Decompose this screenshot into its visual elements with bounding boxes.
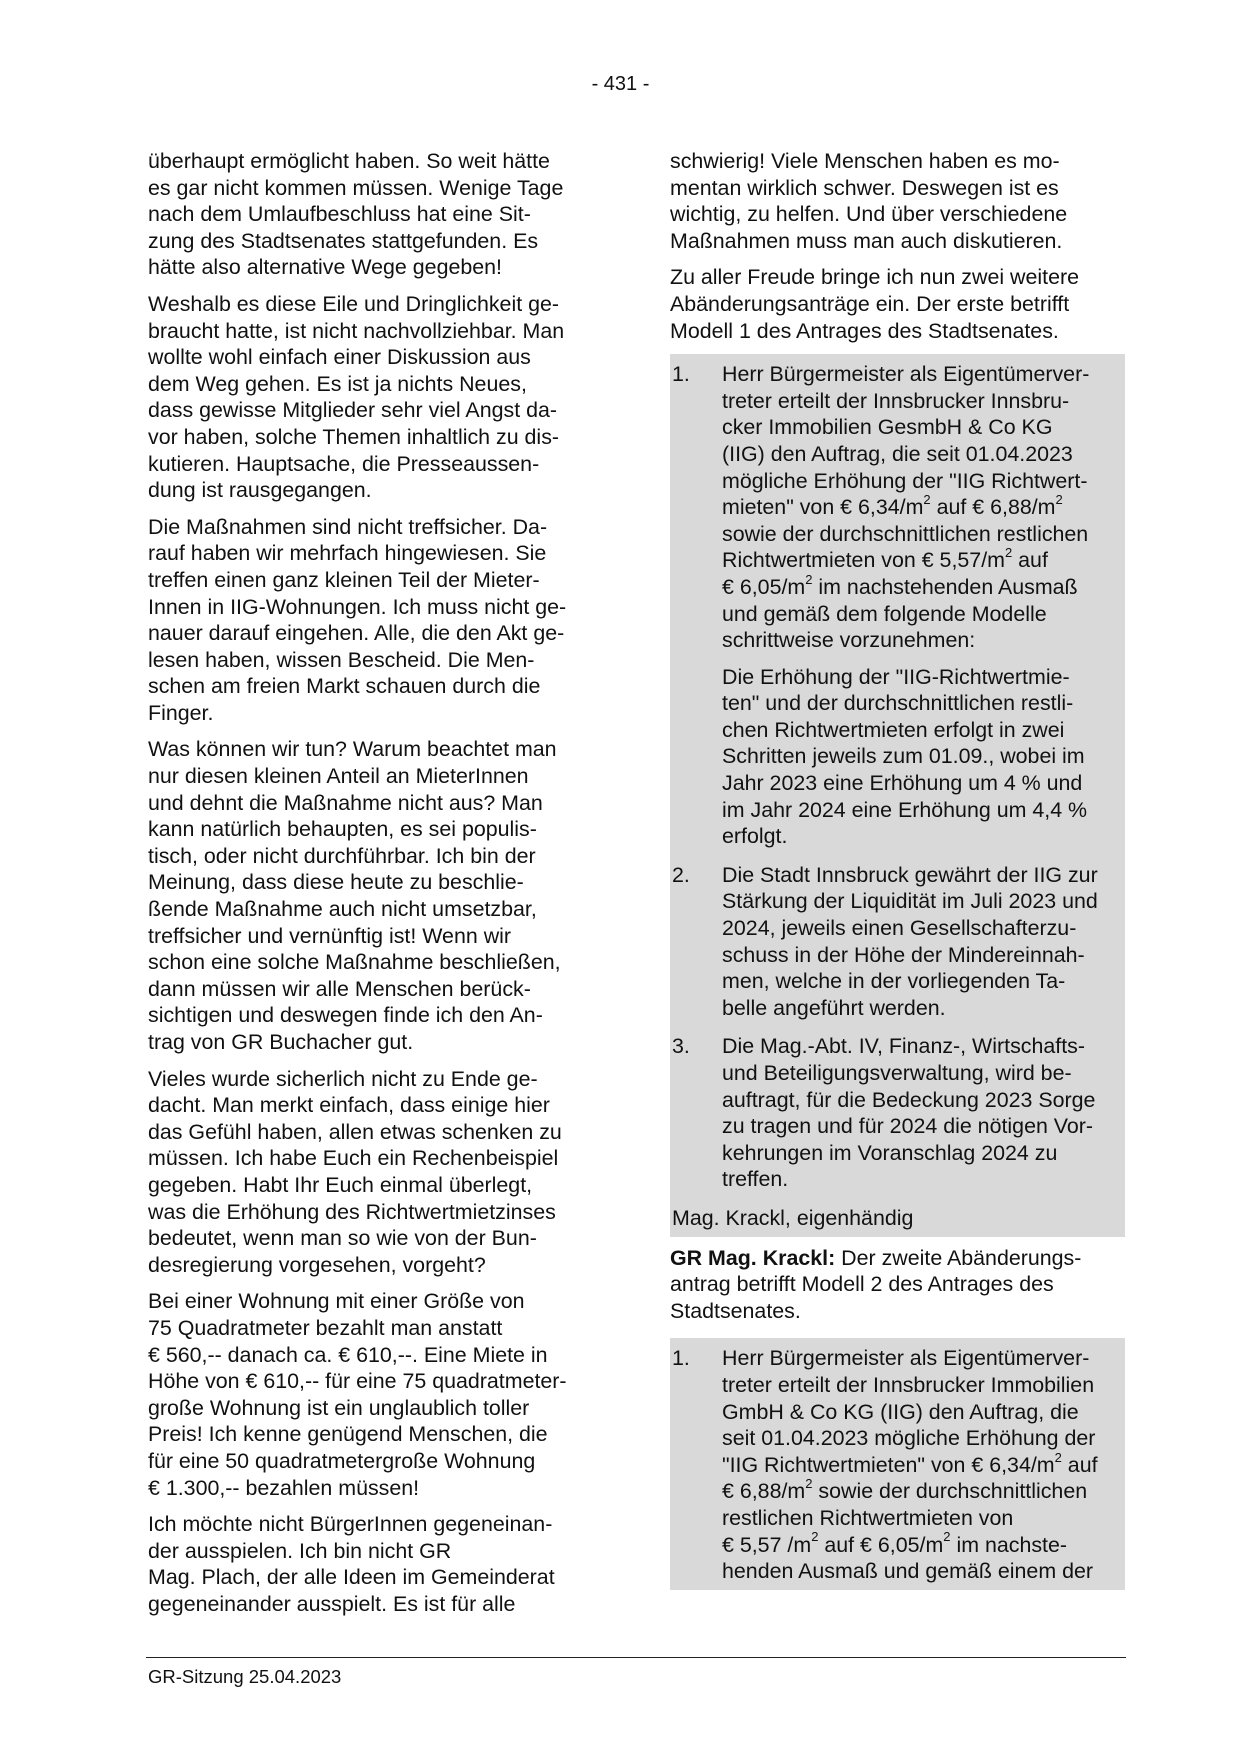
text-line: kann natürlich behaupten, es sei populis- xyxy=(148,817,537,842)
text-line: braucht hatte, ist nicht nachvollziehbar. Man xyxy=(148,318,565,343)
text-line: gegeneinander ausspielt. Es ist für alle xyxy=(148,1591,516,1616)
text-line: Der zweite Abänderungs- xyxy=(835,1245,1082,1270)
text-line: Abänderungsanträge ein. Der erste betrifft xyxy=(670,291,1070,316)
text-line: Jahr 2023 eine Erhöhung um 4 % und xyxy=(722,771,1083,796)
paragraph xyxy=(148,1288,600,1501)
text-line: men, welche in der vorliegenden Ta- xyxy=(722,969,1066,994)
text-line: schen am freien Markt schauen durch die xyxy=(148,674,541,699)
paragraph xyxy=(670,264,1125,344)
motion-1-item-3 xyxy=(670,1026,1125,1198)
text-line: Finger. xyxy=(148,700,214,725)
text-line: der ausspielen. Ich bin nicht GR xyxy=(148,1538,452,1563)
text-line: mögliche Erhöhung der "IIG Richtwert- xyxy=(722,468,1088,493)
text-line: nauer darauf eingehen. Alle, die den Akt ge- xyxy=(148,621,565,646)
text-line: schuss in der Höhe der Mindereinnah- xyxy=(722,942,1085,967)
left-column xyxy=(148,148,600,1627)
paragraph xyxy=(670,148,1125,254)
text-line: € $6,88/m^2$ sowie der durchschnittlichen xyxy=(722,1476,1088,1504)
text-line: treter erteilt der Innsbrucker Immobilien xyxy=(722,1372,1095,1397)
text-line: Schritten jeweils zum 01.09., wobei im xyxy=(722,744,1085,769)
text-line: tisch, oder nicht durchführbar. Ich bin der xyxy=(148,843,536,868)
text-line: Modell 1 des Antrages des Stadtsenates. xyxy=(670,318,1059,343)
text-line: Die Maßnahmen sind nicht treffsicher. Da- xyxy=(148,514,548,539)
item-number: 2. xyxy=(672,862,690,887)
text-line: Stärkung der Liquidität im Juli 2023 und xyxy=(722,889,1098,914)
text-line: was die Erhöhung des Richtwertmietzinses xyxy=(148,1199,556,1224)
paragraph xyxy=(148,148,600,281)
text-line: erfolgt. xyxy=(722,824,788,849)
text-line: 75 Quadratmeter bezahlt man anstatt xyxy=(148,1315,503,1340)
text-line: ten" und der durchschnittlichen restli- xyxy=(722,691,1074,716)
text-line: chen Richtwertmieten erfolgt in zwei xyxy=(722,717,1065,742)
paragraph xyxy=(148,291,600,504)
text-line: Bei einer Wohnung mit einer Größe von xyxy=(148,1289,525,1314)
text-line: das Gefühl haben, allen etwas schenken zu xyxy=(148,1119,562,1144)
text-line: € 560,-- danach ca. € 610,--. Eine Miete in xyxy=(148,1342,548,1367)
text-line: rauf haben wir mehrfach hingewiesen. Sie xyxy=(148,541,547,566)
text-line: nach dem Umlaufbeschluss hat eine Sit- xyxy=(148,202,531,227)
text-line: dacht. Man merkt einfach, dass einige hier xyxy=(148,1093,550,1118)
text-line: zu tragen und für 2024 die nötigen Vor- xyxy=(722,1114,1094,1139)
text-line: auftragt, für die Bedeckung 2023 Sorge xyxy=(722,1087,1096,1112)
text-line: treffen. xyxy=(722,1167,789,1192)
text-line: dung ist rausgegangen. xyxy=(148,478,372,503)
item-number: 1. xyxy=(672,1346,690,1371)
text-line: es gar nicht kommen müssen. Wenige Tage xyxy=(148,175,564,200)
text-line: und dehnt die Maßnahme nicht aus? Man xyxy=(148,790,543,815)
text-line: € $6,05/m^2$ im nachstehenden Ausmaß xyxy=(722,571,1078,599)
text-line: Zu aller Freude bringe ich nun zwei weitere xyxy=(670,265,1080,290)
motion-1-item-2 xyxy=(670,855,1125,1027)
amendment-motion-1 xyxy=(670,354,1125,1236)
text-line: 2024, jeweils einen Gesellschafterzu- xyxy=(722,916,1077,941)
text-line: Herr Bürgermeister als Eigentümerver- xyxy=(722,1346,1090,1371)
text-line: Ich möchte nicht BürgerInnen gegeneinan- xyxy=(148,1512,553,1537)
text-line: Preis! Ich kenne genügend Menschen, die xyxy=(148,1422,548,1447)
text-line: cker Immobilien GesmbH & Co KG xyxy=(722,415,1053,440)
text-line: hätte also alternative Wege gegeben! xyxy=(148,255,502,280)
paragraph xyxy=(148,736,600,1055)
text-line: vor haben, solche Themen inhaltlich zu dis- xyxy=(148,424,560,449)
text-line: Weshalb es diese Eile und Dringlichkeit ge- xyxy=(148,291,559,316)
amendment-motion-2 xyxy=(670,1338,1125,1589)
text-line: sowie der durchschnittlichen restlichen xyxy=(722,521,1089,546)
text-line: schwierig! Viele Menschen haben es mo- xyxy=(670,149,1060,173)
text-line: dem Weg gehen. Es ist ja nichts Neues, xyxy=(148,371,527,396)
text-line: wollte wohl einfach einer Diskussion aus xyxy=(148,345,531,370)
item-number: 1. xyxy=(672,362,690,387)
text-line: restlichen Richtwertmieten von xyxy=(722,1505,1014,1530)
text-line: zung des Stadtsenates stattgefunden. Es xyxy=(148,228,539,253)
text-line: treffsicher und vernünftig ist! Wenn wir xyxy=(148,923,512,948)
text-line: im Jahr 2024 eine Erhöhung um 4,4 % xyxy=(722,797,1088,822)
motion-1-item-1-detail xyxy=(722,664,1125,850)
text-line: ßende Maßnahme auch nicht umsetzbar, xyxy=(148,897,537,922)
text-line: (IIG) den Auftrag, die seit 01.04.2023 xyxy=(722,441,1073,466)
text-line: nur diesen kleinen Anteil an MieterInnen xyxy=(148,764,529,789)
page-number: - 431 - xyxy=(591,73,650,95)
text-line: kutieren. Hauptsache, die Presseaussen- xyxy=(148,451,540,476)
text-line: überhaupt ermöglicht haben. So weit hätte xyxy=(148,149,550,173)
text-line: schrittweise vorzunehmen: xyxy=(722,628,976,653)
text-line: sichtigen und deswegen finde ich den An- xyxy=(148,1003,543,1028)
text-line: Maßnahmen muss man auch diskutieren. xyxy=(670,228,1063,253)
text-line: Höhe von € 610,-- für eine 75 quadratmeter- xyxy=(148,1369,567,1394)
text-line: dass gewisse Mitglieder sehr viel Angst da- xyxy=(148,398,557,423)
text-line: Die Erhöhung der "IIG-Richtwertmie- xyxy=(722,664,1070,689)
text-line: dann müssen wir alle Menschen berück- xyxy=(148,976,531,1001)
footer-rule xyxy=(146,1657,1126,1658)
paragraph xyxy=(148,1511,600,1617)
signature: Mag. Krackl, eigenhändig xyxy=(672,1205,914,1230)
text-line: wichtig, zu helfen. Und über verschiedene xyxy=(670,202,1068,227)
text-line: belle angeführt werden. xyxy=(722,995,946,1020)
text-line: gegeben. Habt Ihr Euch einmal überlegt, xyxy=(148,1172,533,1197)
text-line: Innen in IIG-Wohnungen. Ich muss nicht ge- xyxy=(148,594,567,619)
text-line: trag von GR Buchacher gut. xyxy=(148,1030,414,1054)
text-line: € 1.300,-- bezahlen müssen! xyxy=(148,1475,420,1500)
text-line: und Beteiligungsverwaltung, wird be- xyxy=(722,1061,1072,1085)
text-line: Die Stadt Innsbruck gewährt der IIG zur xyxy=(722,862,1098,887)
text-line: lesen haben, wissen Bescheid. Die Men- xyxy=(148,647,535,672)
item-number: 3. xyxy=(672,1034,690,1059)
text-line: Meinung, dass diese heute zu beschlie- xyxy=(148,870,524,895)
text-line: Mag. Plach, der alle Ideen im Gemeinderat xyxy=(148,1565,555,1590)
text-line: Stadtsenates. xyxy=(670,1298,801,1323)
text-line: mieten" von € $6,34/m^2$ auf € $6,88/m^2$ xyxy=(722,492,1063,520)
text-line: seit 01.04.2023 mögliche Erhöhung der xyxy=(722,1426,1096,1451)
footer-session-date: GR-Sitzung 25.04.2023 xyxy=(148,1666,342,1687)
text-line: bedeutet, wenn man so wie von der Bun- xyxy=(148,1226,537,1251)
text-line: schon eine solche Maßnahme beschließen, xyxy=(148,950,561,975)
text-line: Herr Bürgermeister als Eigentümerver- xyxy=(722,362,1090,387)
text-line: henden Ausmaß und gemäß einem der xyxy=(722,1559,1093,1584)
speaker-paragraph xyxy=(670,1245,1125,1325)
text-line: mentan wirklich schwer. Deswegen ist es xyxy=(670,175,1059,200)
text-line: Vieles wurde sicherlich nicht zu Ende ge- xyxy=(148,1066,538,1091)
speaker-name: GR Mag. Krackl: xyxy=(670,1245,836,1270)
text-line: € 5,57 $/m^2$ auf € $6,05/m^2$ im nachste- xyxy=(722,1529,1068,1557)
paragraph xyxy=(148,1066,600,1279)
text-line: große Wohnung ist ein unglaublich toller xyxy=(148,1395,530,1420)
text-line: treffen einen ganz kleinen Teil der Mieter- xyxy=(148,567,540,592)
text-line: für eine 50 quadratmetergroße Wohnung xyxy=(148,1448,536,1473)
text-line: müssen. Ich habe Euch ein Rechenbeispiel xyxy=(148,1146,559,1171)
text-line: GmbH & Co KG (IIG) den Auftrag, die xyxy=(722,1399,1079,1424)
text-line: kehrungen im Voranschlag 2024 zu xyxy=(722,1140,1058,1165)
motion-2-item-1 xyxy=(670,1338,1125,1589)
text-line: Richtwertmieten von € $5,57/m^2$ auf xyxy=(722,545,1048,573)
text-line: desregierung vorgesehen, vorgeht? xyxy=(148,1252,486,1277)
text-line: und gemäß dem folgende Modelle xyxy=(722,601,1047,626)
text-line: antrag betrifft Modell 2 des Antrages des xyxy=(670,1272,1054,1297)
text-line: Was können wir tun? Warum beachtet man xyxy=(148,737,557,762)
text-line: Die Mag.-Abt. IV, Finanz-, Wirtschafts- xyxy=(722,1034,1085,1059)
motion-1-item-1 xyxy=(670,354,1125,855)
right-column xyxy=(670,148,1125,1590)
paragraph xyxy=(148,514,600,727)
text-line: "IIG Richtwertmieten" von € $6,34/m^2$ auf xyxy=(722,1449,1098,1477)
text-line: treter erteilt der Innsbrucker Innsbru- xyxy=(722,388,1070,413)
